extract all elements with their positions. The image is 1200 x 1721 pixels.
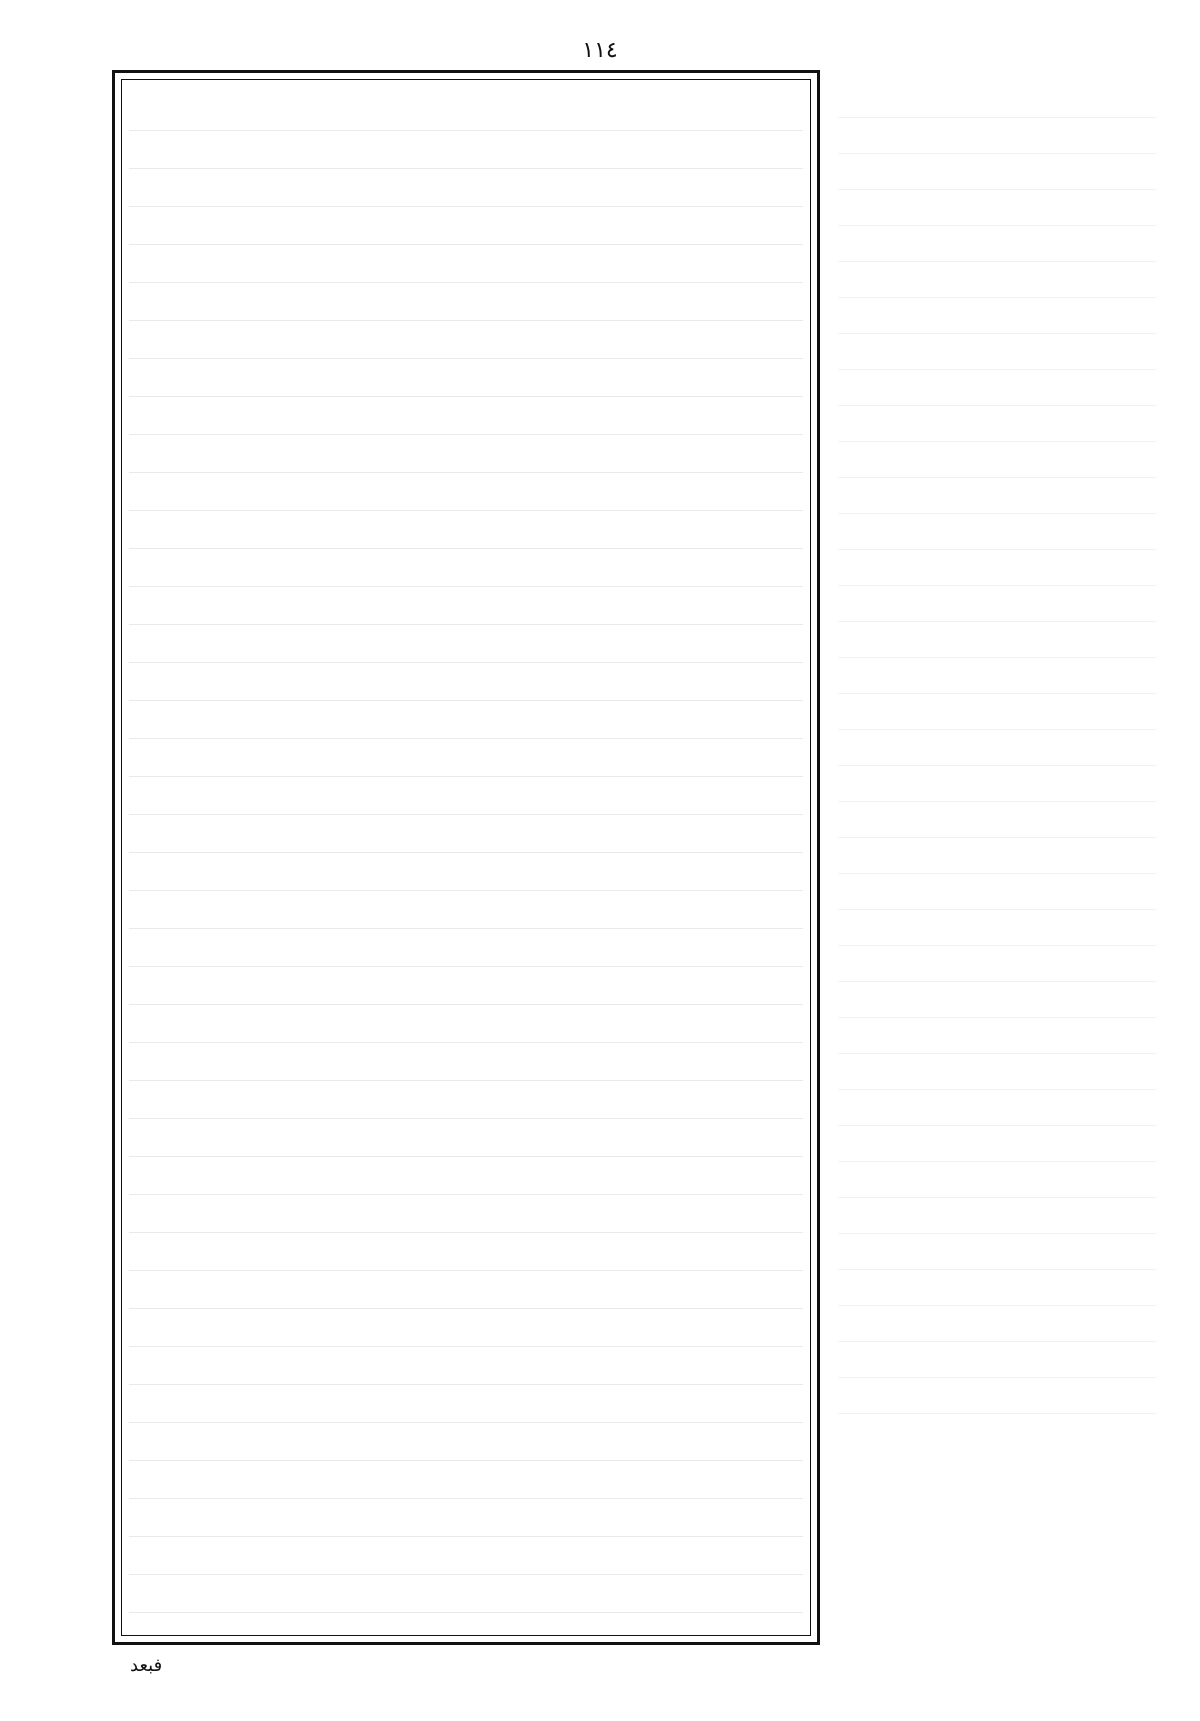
main-text-area (129, 93, 803, 1622)
margin-gloss-area (838, 82, 1156, 1422)
main-text-frame (112, 70, 820, 1645)
page-number: ١١٤ (582, 38, 618, 63)
catchword: فبعد (130, 1655, 163, 1676)
margin-gloss-column (838, 82, 1156, 1422)
